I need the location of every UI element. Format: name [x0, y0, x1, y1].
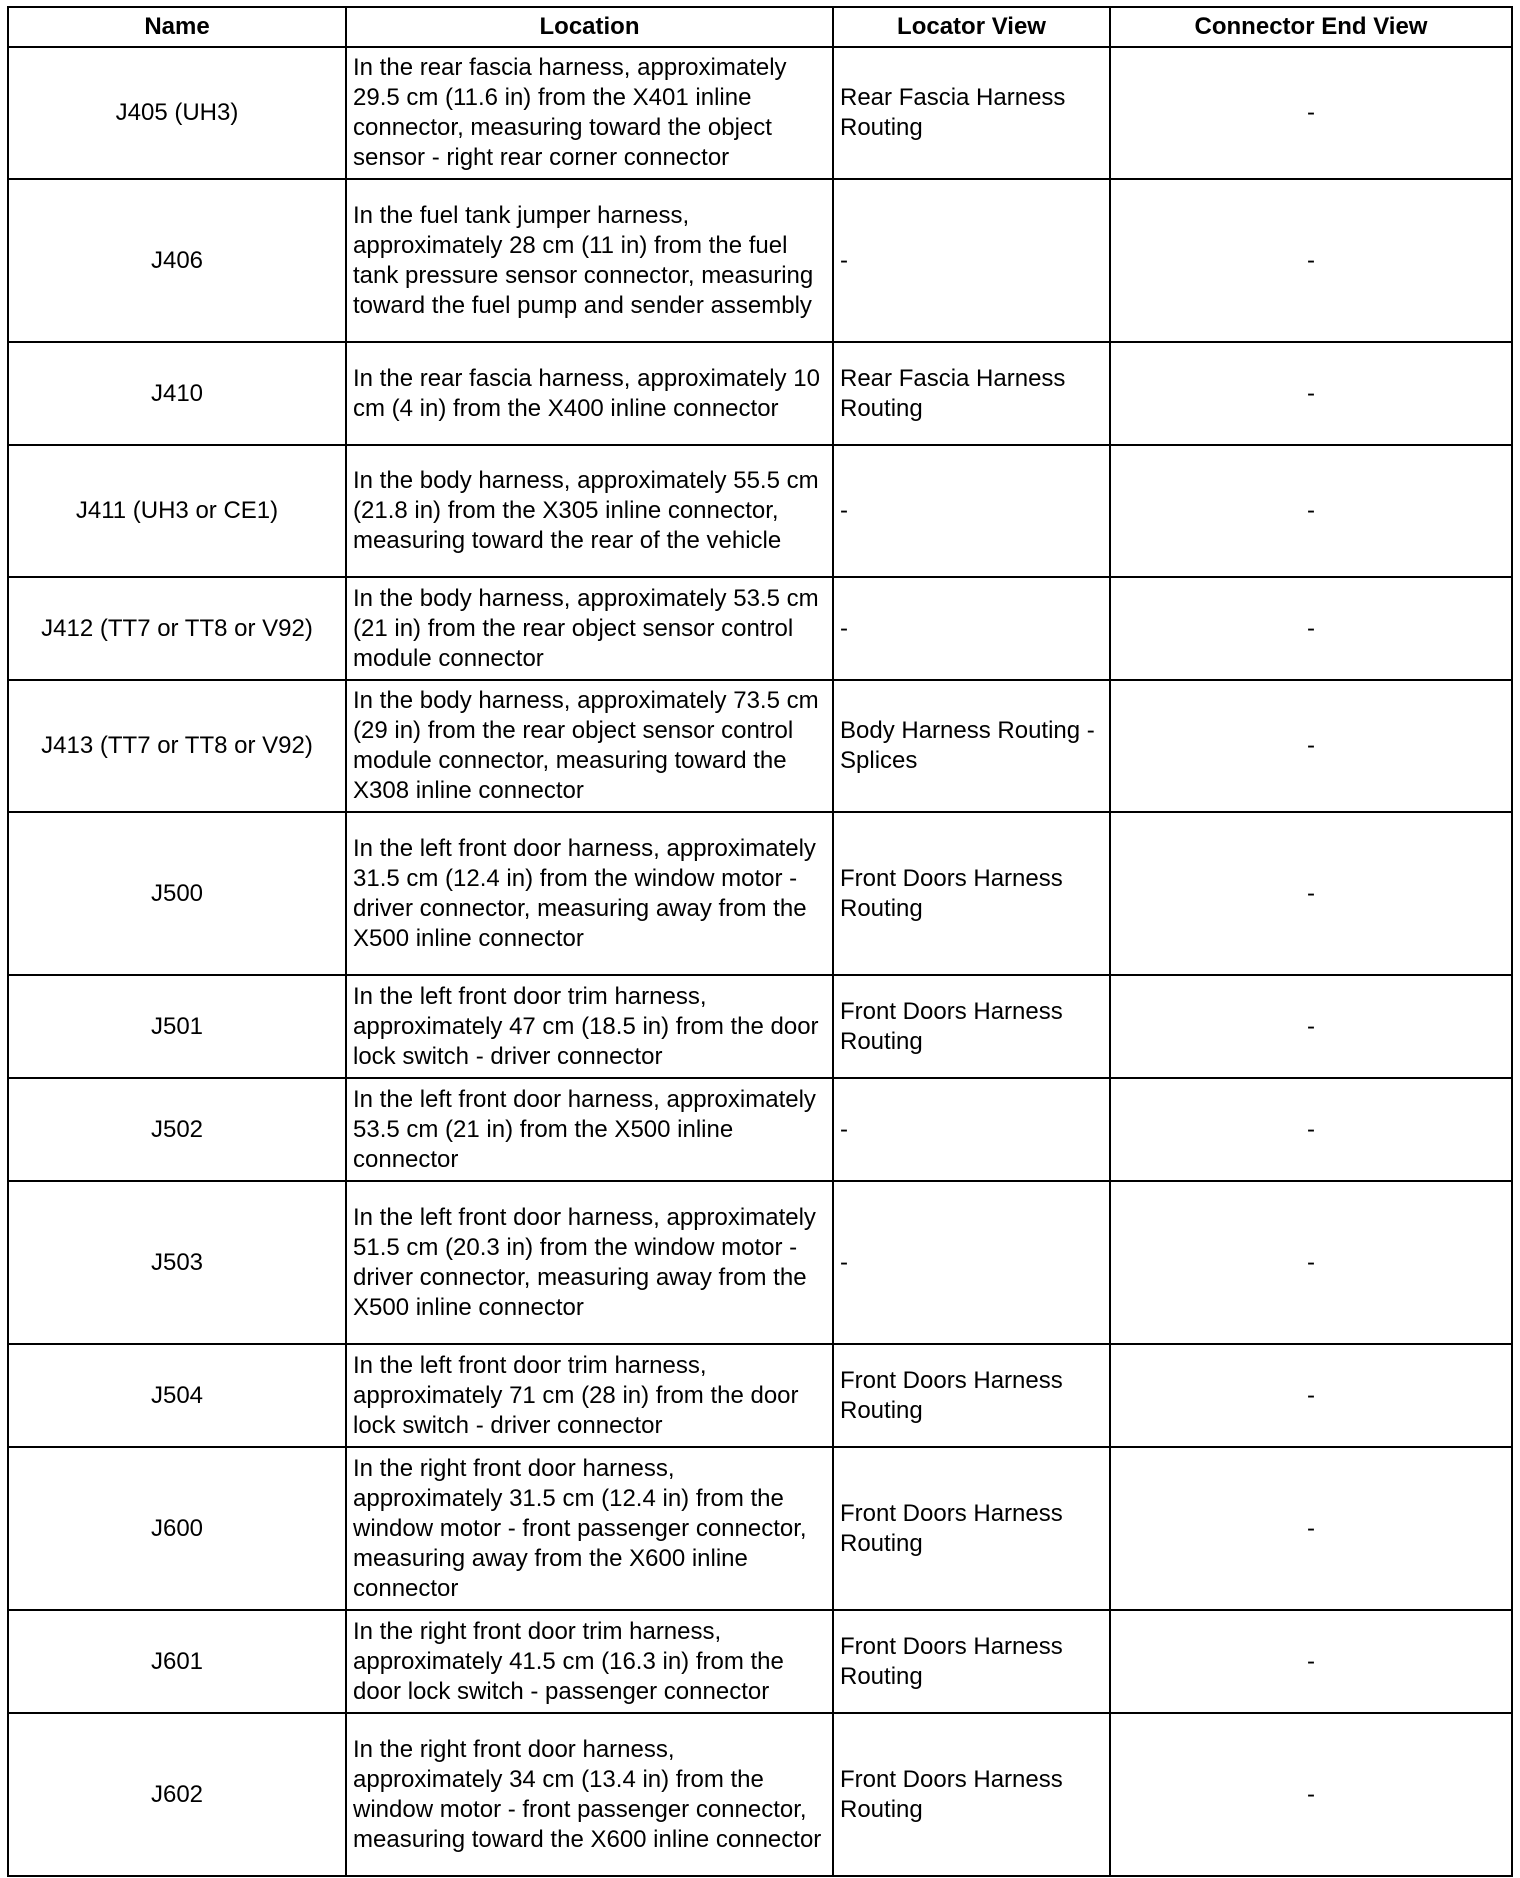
splice-name: J502: [8, 1078, 346, 1181]
locator-view: Front Doors Harness Routing: [833, 1610, 1110, 1713]
table-body: [8, 47, 1512, 1876]
table-row: [8, 1447, 1512, 1610]
table-row: [8, 1344, 1512, 1447]
table-row: [8, 812, 1512, 975]
table-row: [8, 445, 1512, 577]
connector-end-view: -: [1110, 1078, 1512, 1181]
splice-location: In the left front door trim harness, approximately 47 cm (18.5 in) from the door lock switch - driver connector: [346, 975, 833, 1078]
table-row: [8, 179, 1512, 342]
table-row: [8, 1078, 1512, 1181]
locator-view: -: [833, 1181, 1110, 1344]
header-connector-end-view: Connector End View: [1110, 7, 1512, 47]
splice-location: In the rear fascia harness, approximately 10 cm (4 in) from the X400 inline connector: [346, 342, 833, 445]
connector-end-view: -: [1110, 342, 1512, 445]
splice-location: In the body harness, approximately 53.5 cm (21 in) from the rear object sensor control module connector: [346, 577, 833, 680]
connector-end-view: -: [1110, 445, 1512, 577]
table-row: [8, 342, 1512, 445]
splice-location: In the body harness, approximately 55.5 cm (21.8 in) from the X305 inline connector, measuring toward the rear of the vehicle: [346, 445, 833, 577]
splice-name: J600: [8, 1447, 346, 1610]
connector-end-view: -: [1110, 47, 1512, 179]
header-location: Location: [346, 7, 833, 47]
splice-name: J406: [8, 179, 346, 342]
table-row: [8, 975, 1512, 1078]
splice-name: J504: [8, 1344, 346, 1447]
connector-end-view: -: [1110, 1713, 1512, 1876]
splice-location: In the right front door harness, approximately 34 cm (13.4 in) from the window motor - front passenger connector, measuring toward the X600 inline connector: [346, 1713, 833, 1876]
splice-location: In the left front door trim harness, approximately 71 cm (28 in) from the door lock switch - driver connector: [346, 1344, 833, 1447]
locator-view: -: [833, 445, 1110, 577]
locator-view: Rear Fascia Harness Routing: [833, 342, 1110, 445]
splice-name: J503: [8, 1181, 346, 1344]
header-locator-view: Locator View: [833, 7, 1110, 47]
table-row: [8, 577, 1512, 680]
connector-end-view: -: [1110, 577, 1512, 680]
locator-view: Front Doors Harness Routing: [833, 1344, 1110, 1447]
locator-view: Front Doors Harness Routing: [833, 1713, 1110, 1876]
connector-end-view: -: [1110, 1610, 1512, 1713]
table-row: [8, 47, 1512, 179]
table-row: [8, 1181, 1512, 1344]
connector-end-view: -: [1110, 1447, 1512, 1610]
splice-location: In the right front door trim harness, approximately 41.5 cm (16.3 in) from the door lock switch - passenger connector: [346, 1610, 833, 1713]
splice-location: In the left front door harness, approximately 31.5 cm (12.4 in) from the window motor - driver connector, measuring away from the X500 inline connector: [346, 812, 833, 975]
splice-name: J500: [8, 812, 346, 975]
splice-location: In the left front door harness, approximately 51.5 cm (20.3 in) from the window motor - driver connector, measuring away from the X500 inline connector: [346, 1181, 833, 1344]
splice-name: J412 (TT7 or TT8 or V92): [8, 577, 346, 680]
locator-view: Front Doors Harness Routing: [833, 975, 1110, 1078]
locator-view: -: [833, 577, 1110, 680]
locator-view: Front Doors Harness Routing: [833, 1447, 1110, 1610]
splice-location-table: [7, 6, 1513, 1877]
splice-name: J405 (UH3): [8, 47, 346, 179]
splice-name: J411 (UH3 or CE1): [8, 445, 346, 577]
header-row: [8, 7, 1512, 47]
locator-view: Body Harness Routing - Splices: [833, 680, 1110, 812]
connector-end-view: -: [1110, 680, 1512, 812]
splice-name: J410: [8, 342, 346, 445]
table-row: [8, 1713, 1512, 1876]
splice-name: J601: [8, 1610, 346, 1713]
table-header: [8, 7, 1512, 47]
connector-end-view: -: [1110, 975, 1512, 1078]
table-row: [8, 680, 1512, 812]
splice-location: In the fuel tank jumper harness, approximately 28 cm (11 in) from the fuel tank pressure sensor connector, measuring toward the fuel pump and sender assembly: [346, 179, 833, 342]
splice-location: In the rear fascia harness, approximately 29.5 cm (11.6 in) from the X401 inline connector, measuring toward the object sensor - right rear corner connector: [346, 47, 833, 179]
connector-end-view: -: [1110, 812, 1512, 975]
connector-end-view: -: [1110, 1344, 1512, 1447]
splice-location: In the left front door harness, approximately 53.5 cm (21 in) from the X500 inline connector: [346, 1078, 833, 1181]
splice-name: J413 (TT7 or TT8 or V92): [8, 680, 346, 812]
header-name: Name: [8, 7, 346, 47]
table-row: [8, 1610, 1512, 1713]
connector-end-view: -: [1110, 179, 1512, 342]
splice-location: In the right front door harness, approximately 31.5 cm (12.4 in) from the window motor - front passenger connector, measuring away from the X600 inline connector: [346, 1447, 833, 1610]
splice-location: In the body harness, approximately 73.5 cm (29 in) from the rear object sensor control module connector, measuring toward the X308 inline connector: [346, 680, 833, 812]
splice-name: J602: [8, 1713, 346, 1876]
locator-view: Front Doors Harness Routing: [833, 812, 1110, 975]
locator-view: Rear Fascia Harness Routing: [833, 47, 1110, 179]
connector-end-view: -: [1110, 1181, 1512, 1344]
splice-name: J501: [8, 975, 346, 1078]
locator-view: -: [833, 1078, 1110, 1181]
locator-view: -: [833, 179, 1110, 342]
